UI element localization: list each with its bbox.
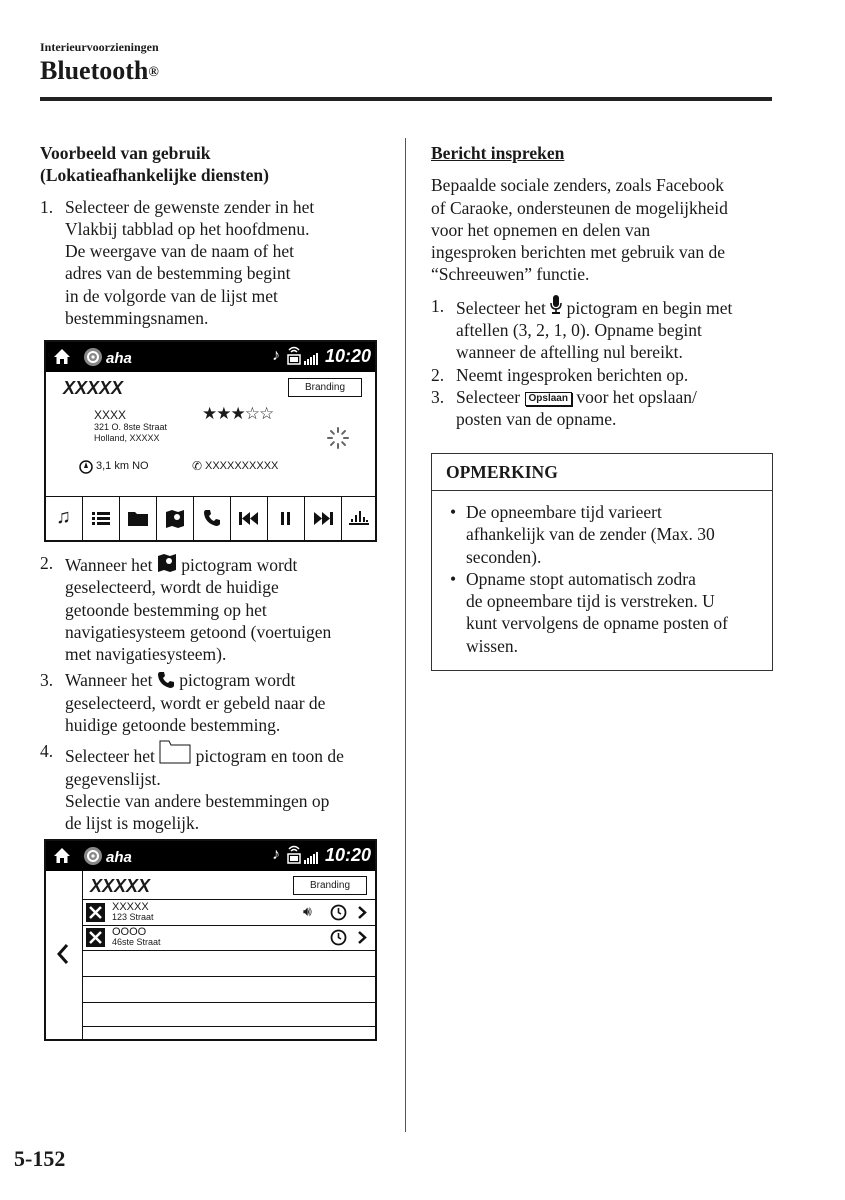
step-number: 3. [40,670,54,691]
step-2 [40,552,385,665]
step-text: pictogram en begin met [566,297,733,318]
bluetooth-battery-icon [286,844,302,866]
note-line: • Opname stopt automatisch zodra [466,568,696,589]
star-rating [202,404,273,424]
star-empty-icon: ☆ [244,404,259,423]
skip-forward-icon [313,512,333,525]
step-text: navigatiesysteem getoond (voertuigen [65,621,332,642]
right-column [431,142,776,431]
chevron-right-icon[interactable] [357,905,367,920]
step-text: huidige getoonde bestemming. [65,715,281,736]
step-number: 2. [40,553,54,573]
pause-icon [281,512,291,525]
media-toolbar [46,496,375,541]
paragraph-line: “Schreeuwen” functie. [431,264,590,285]
status-bar [46,841,375,871]
phone-number: XXXXXXXXXX [205,460,279,472]
destination-address: 321 O. 8ste Straat [94,422,168,432]
note-item [466,568,762,657]
signal-strength-icon [304,353,320,365]
list-button[interactable] [83,497,120,541]
folder-icon [159,740,191,764]
step-text: De weergave van de naam of het [65,241,295,262]
star-filled-icon: ★ [216,404,231,423]
step-text: bestemmingsnamen. [65,308,209,329]
step-text: Neemt ingesproken berichten op. [456,364,689,385]
note-line: afhankelijk van de zender (Max. 30 [466,524,715,545]
title-divider [40,97,772,101]
music-button[interactable] [46,497,83,541]
speaker-icon: 🔊︎ [303,903,312,919]
step-text: met navigatiesysteem). [65,644,227,665]
bluetooth-battery-icon [286,345,302,367]
note-line: • De opneembare tijd varieert [466,502,662,522]
note-item [466,501,762,568]
note-line: de opneembare tijd is verstreken. U [466,591,715,612]
note-line: kunt vervolgens de opname posten of [466,613,728,634]
infotainment-screen-aha-main [44,340,377,542]
step-number: 1. [40,196,54,217]
section-subheading: (Lokatieafhankelijke diensten) [40,165,269,186]
signal-strength-icon [304,852,320,864]
star-empty-icon: ☆ [259,404,274,423]
clock: 10:20 [325,346,372,366]
infotainment-screen-aha-list [44,839,377,1041]
branding-box: Branding [293,876,367,895]
map-pin-icon [165,508,185,528]
step-text: Wanneer het [65,555,153,575]
equalizer-button[interactable] [342,497,375,541]
paragraph-line: ingesproken berichten met gebruik van de [431,242,725,263]
step-number: 3. [431,386,445,407]
status-bar [46,342,375,372]
step-text: gegevenslijst. [65,768,161,789]
left-intro-block [40,142,385,329]
note-line: seconden). [466,546,542,567]
branding-box: Branding [288,378,362,397]
registered-mark: ® [148,65,159,80]
list-icon [92,512,110,525]
phone-small-icon: ✆ [192,459,203,473]
distance: 3,1 km NO [96,460,149,472]
column-divider [405,138,406,1132]
destination-city: Holland, XXXXX [94,433,160,443]
pause-button[interactable] [268,497,305,541]
station-name: XXXXX [90,876,151,896]
paragraph-line: voor het opnemen en delen van [431,219,651,240]
step-number: 2. [431,364,445,385]
star-filled-icon: ★ [230,404,245,423]
step-2 [431,364,776,386]
paragraph-line: Bepaalde sociale zenders, zoals Facebook [431,175,724,196]
step-text: Selecteer het [456,297,546,318]
step-text: getoonde bestemming op het [65,599,267,620]
folder-button[interactable] [120,497,157,541]
compass-icon [79,460,93,474]
step-1 [40,196,385,330]
star-filled-icon: ★ [202,404,217,423]
step-text: pictogram wordt [181,555,298,575]
list-item-address: 123 Straat [112,912,154,922]
section-heading: Voorbeeld van gebruik [40,143,211,163]
close-icon[interactable] [86,903,105,922]
step-text: Selecteer de gewenste zender in het [65,196,315,217]
step-text: aftellen (3, 2, 1, 0). Opname begint [456,320,702,341]
page-number: 5-152 [14,1146,66,1171]
map-pin-icon [157,552,177,572]
step-1 [431,295,776,364]
home-icon[interactable] [53,847,71,864]
clock: 10:20 [325,845,372,865]
destination-name: XXXX [94,408,127,422]
left-steps-block [40,552,385,835]
previous-button[interactable] [231,497,268,541]
music-note-icon: ♪ [272,846,280,863]
call-button[interactable] [194,497,231,541]
step-3 [40,669,385,736]
app-name: aha [106,350,132,367]
clock-icon [330,904,347,921]
list-item-address: 46ste Straat [112,937,161,947]
close-icon[interactable] [86,928,105,947]
aha-logo-icon [83,846,103,866]
intro-paragraph [431,174,776,285]
section-heading: Bericht inspreken [431,143,565,163]
step-text: wanneer de aftelling nul bereikt. [456,342,683,363]
step-text: Wanneer het [65,670,153,691]
step-text: Selectie van andere bestemmingen op [65,790,330,811]
note-list [432,491,772,657]
step-number: 1. [431,295,445,316]
next-button[interactable] [305,497,342,541]
step-4 [40,740,385,834]
station-name: XXXXX [63,378,124,398]
step-text: Selecteer het [65,746,155,767]
chevron-right-icon[interactable] [357,930,367,945]
folder-icon [128,510,148,526]
app-name: aha [106,849,132,866]
save-button-label: Opslaan [525,392,572,406]
equalizer-icon [349,509,369,527]
step-text: pictogram en toon de [195,746,344,767]
step-text: Vlakbij tabblad op het hoofdmenu. [65,218,310,239]
paragraph-line: of Caraoke, ondersteunen de mogelijkheid [431,197,728,218]
clock-icon [330,929,347,946]
back-button[interactable] [46,871,83,1039]
step-text: Selecteer [456,386,521,407]
section-label: Interieurvoorzieningen [40,40,159,54]
step-text: posten van de opname. [456,409,617,430]
music-icon: ♫ [56,506,71,528]
step-text: geselecteerd, wordt er gebeld naar de [65,692,326,713]
step-number: 4. [40,741,54,762]
loading-spinner-icon [326,426,350,450]
step-text: pictogram wordt [179,670,296,691]
list-item-empty [83,951,375,977]
step-text: adres van de bestemming begint [65,263,291,284]
step-text: de lijst is mogelijk. [65,813,200,834]
music-note-icon: ♪ [272,347,280,364]
list-item-empty [83,1003,375,1027]
phone-icon [203,509,221,527]
phone-icon [157,671,175,689]
list-item[interactable] [83,925,375,951]
list-item-empty [83,977,375,1003]
list-item-name: XXXXX [112,901,149,913]
navigation-button[interactable] [157,497,194,541]
skip-back-icon [239,512,259,525]
step-text: voor het opslaan/ [576,386,697,407]
microphone-icon [550,295,562,315]
step-text: geselecteerd, wordt de huidige [65,577,279,598]
page-title: Bluetooth® [40,56,159,85]
note-line: wissen. [466,635,519,656]
note-title: OPMERKING [432,454,772,491]
list-item-name: OOOO [112,926,147,938]
aha-logo-icon [83,347,103,367]
step-text: in de volgorde van de lijst met [65,285,278,306]
chevron-left-icon [57,943,69,965]
list-item[interactable] [83,899,375,926]
step-3 [431,386,776,431]
home-icon[interactable] [53,348,71,365]
note-box [431,453,773,671]
